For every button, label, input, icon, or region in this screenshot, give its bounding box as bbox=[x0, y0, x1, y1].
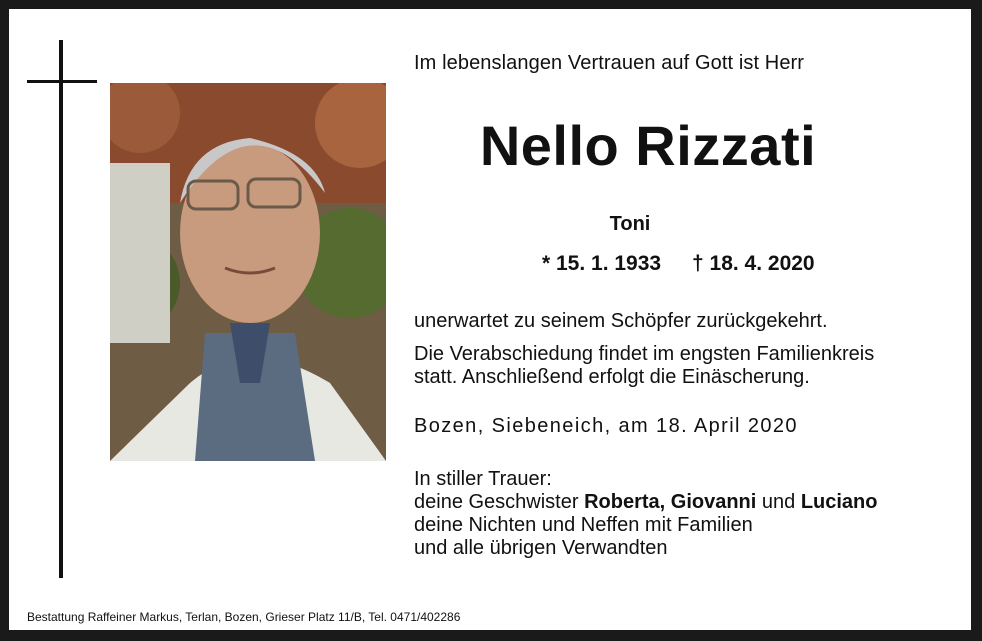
funeral-home-footer: Bestattung Raffeiner Markus, Terlan, Bozen, Grieser Platz 11/B, Tel. 0471/402286 bbox=[27, 610, 461, 624]
mourners-nieces: deine Nichten und Neffen mit Familien bbox=[414, 514, 753, 536]
farewell-line-2: statt. Anschließend erfolgt die Einäscherung. bbox=[414, 366, 810, 388]
mourners-list bbox=[414, 468, 877, 560]
cross-icon-bar bbox=[27, 80, 97, 83]
nickname: Toni bbox=[609, 213, 651, 235]
intro-line: Im lebenslangen Vertrauen auf Gott ist Herr bbox=[414, 52, 805, 74]
obituary-card bbox=[9, 9, 971, 630]
birth-date: * 15. 1. 1933 bbox=[542, 252, 662, 275]
sibling-names: Roberta, Giovanni bbox=[584, 491, 757, 513]
mourners-siblings: deine Geschwister Roberta, Giovanni und Luciano bbox=[414, 491, 878, 513]
portrait-photo bbox=[110, 83, 386, 461]
return-line: unerwartet zu seinem Schöpfer zurückgekehrt. bbox=[414, 310, 828, 332]
place-date: Bozen, Siebeneich, am 18. April 2020 bbox=[414, 415, 798, 437]
cross-icon bbox=[59, 40, 63, 578]
sibling-name-last: Luciano bbox=[800, 491, 878, 513]
mourners-heading: In stiller Trauer: bbox=[414, 468, 552, 490]
mourners-relatives: und alle übrigen Verwandten bbox=[414, 537, 668, 559]
farewell-line-1: Die Verabschiedung findet im engsten Familienkreis bbox=[414, 343, 875, 365]
death-date: † 18. 4. 2020 bbox=[692, 252, 815, 275]
farewell-text bbox=[414, 343, 874, 389]
deceased-name: Nello Rizzati bbox=[479, 114, 817, 177]
